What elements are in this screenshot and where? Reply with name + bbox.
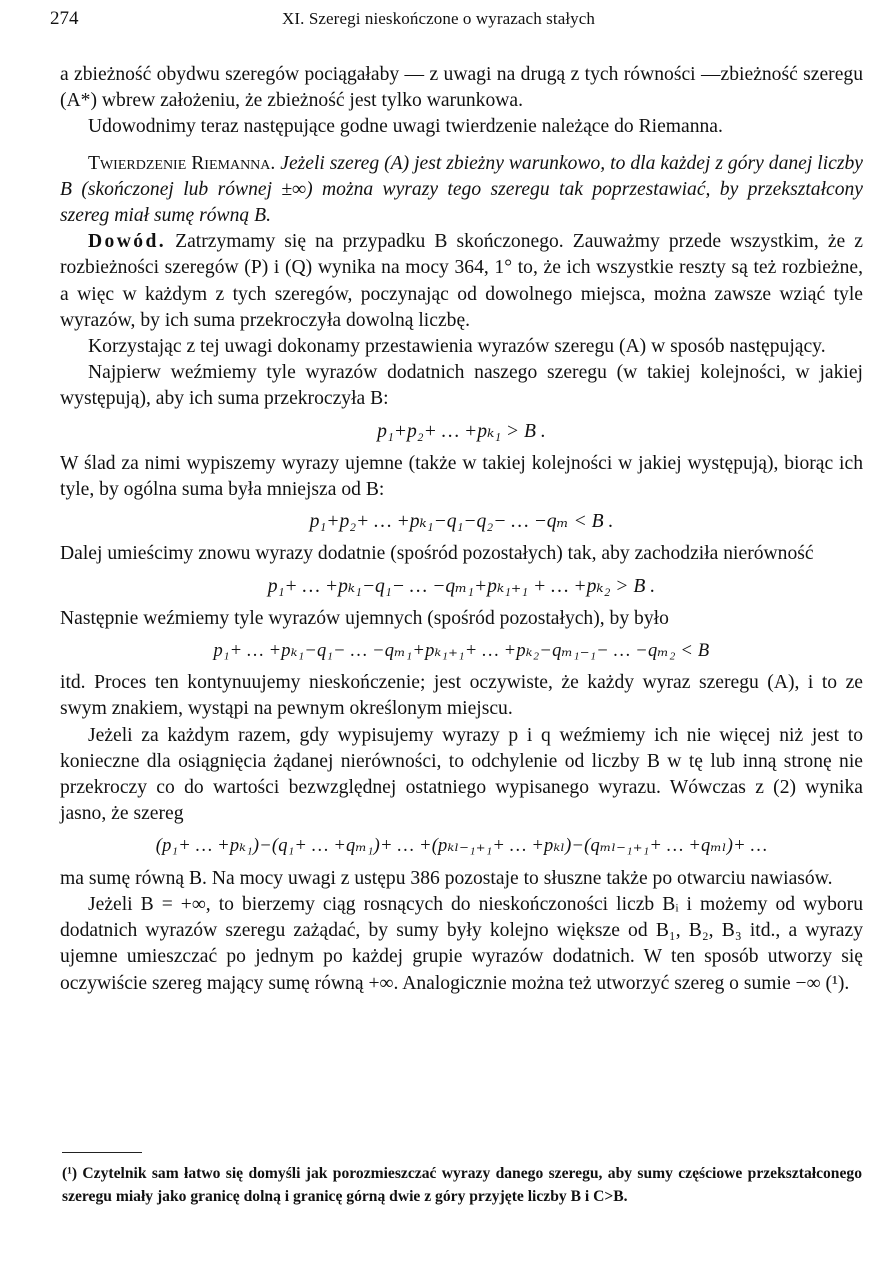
paragraph: itd. Proces ten kontynuujemy nieskończenie; jest oczywiste, że każdy wyraz szeregu (A), i to ze swym znakiem, wystąpi na pewnym określonym miejscu. — [60, 672, 863, 720]
formula: p₁+ … +pₖ₁−q₁− … −qₘ₁+pₖ₁₊₁ + … +pₖ₂ > B . — [267, 575, 656, 597]
footnote-divider — [62, 1152, 142, 1153]
paragraph: Jeżeli za każdym razem, gdy wypisujemy wyrazy p i q weźmiemy ich nie więcej niż jest to konieczne dla osiągnięcia żądanej nierówności, to odchylenie od liczby B w tę lub inną stronę nie przekroczy co do wartości bezwzględnej ostatniego wypisanego wyrazu. Wówczas z (2) wynika jasno, że szereg — [60, 724, 863, 825]
proof-text: Zatrzymamy się na przypadku B skończonego. Zauważmy przede wszystkim, że z rozbieżności szeregów (P) i (Q) wynika na mocy 364, 1° to, że ich wszystkie reszty są też rozbieżne, a więc w każdym z tych szeregów, poczynając od dowolnego miejsca, można zawsze wziąć tyle wyrazów, by ich suma przekroczyła dowolną liczbę. — [60, 231, 863, 331]
footnote: (¹) Czytelnik sam łatwo się domyśli jak porozmieszczać wyrazy danego szeregu, aby sumy częściowe przekształconego szeregu miały jako granicę dolną i granicę górną dwie z góry przyjęte liczby B i C>B. — [62, 1165, 862, 1205]
paragraph: a zbieżność obydwu szeregów pociągałaby — z uwagi na drugą z tych równości —zbieżność szeregu (A*) wbrew założeniu, że zbieżność jest tylko warunkowa. — [60, 64, 863, 112]
theorem-label: Twierdzenie Riemanna. — [88, 152, 276, 174]
proof — [60, 229, 863, 334]
paragraph: W ślad za nimi wypiszemy wyrazy ujemne (także w takiej kolejności w jakiej występują), biorąc ich tyle, by ogólna suma była mniejsza od B: — [60, 452, 863, 501]
formula: p₁+p₂+ … +pₖ₁−q₁−q₂− … −qₘ < B . — [309, 511, 614, 533]
page-body — [60, 62, 863, 997]
running-title: XI. Szeregi nieskończone o wyrazach stałych — [282, 9, 596, 28]
paragraph: Korzystając z tej uwagi dokonamy przestawienia wyrazów szeregu (A) w sposób następujący. — [88, 336, 826, 358]
paragraph: Następnie weźmiemy tyle wyrazów ujemnych (spośród pozostałych), by było — [60, 607, 669, 629]
theorem — [60, 151, 863, 230]
paragraph: Najpierw weźmiemy tyle wyrazów dodatnich naszego szeregu (w takiej kolejności, w jakiej występują), aby ich suma przekroczyła B: — [60, 362, 863, 410]
theorem-text: Jeżeli szereg (A) jest zbieżny warunkowo, to dla każdej z góry danej liczby B (skończonej lub równej ±∞) można wyrazy tego szeregu tak poprzestawiać, by przekształcony szereg miał sumę równą B. — [60, 152, 863, 227]
formula: p₁+ … +pₖ₁−q₁− … −qₘ₁+pₖ₁₊₁+ … +pₖ₂−qₘ₁₋₁− … −qₘ₂ < B — [213, 641, 710, 662]
paragraph: Dalej umieścimy znowu wyrazy dodatnie (spośród pozostałych) tak, aby zachodziła nierówność — [60, 543, 814, 565]
proof-label: Dowód. — [88, 231, 167, 253]
paragraph: ma sumę równą B. Na mocy uwagi z ustępu 386 pozostaje to słuszne także po otwarciu nawiasów. — [60, 867, 833, 889]
paragraph: Jeżeli B = +∞, to bierzemy ciąg rosnących do nieskończoności liczb Bᵢ i możemy od wyboru dodatnich wyrazów szeregu zażądać, by sumy były kolejno większe od B₁, B₂, B₃ itd., a wyrazy ujemne umieszczać po jednym po każdej grupie wyrazów dodatnich. W ten sposób utworzy się oczywiście szereg mający sumę równą +∞. Analogicznie można też utworzyć szereg o sumie −∞ (¹). — [60, 893, 863, 994]
formula: p₁+p₂+ … +pₖ₁ > B . — [377, 420, 546, 442]
running-header — [50, 8, 863, 36]
paragraph: Udowodnimy teraz następujące godne uwagi twierdzenie należące do Riemanna. — [88, 116, 723, 138]
page-number: 274 — [50, 8, 79, 29]
formula: (p₁+ … +pₖ₁)−(q₁+ … +qₘ₁)+ … +(pₖₗ₋₁₊₁+ … +pₖₗ)−(qₘₗ₋₁₊₁+ … +qₘₗ)+ … — [155, 836, 768, 857]
